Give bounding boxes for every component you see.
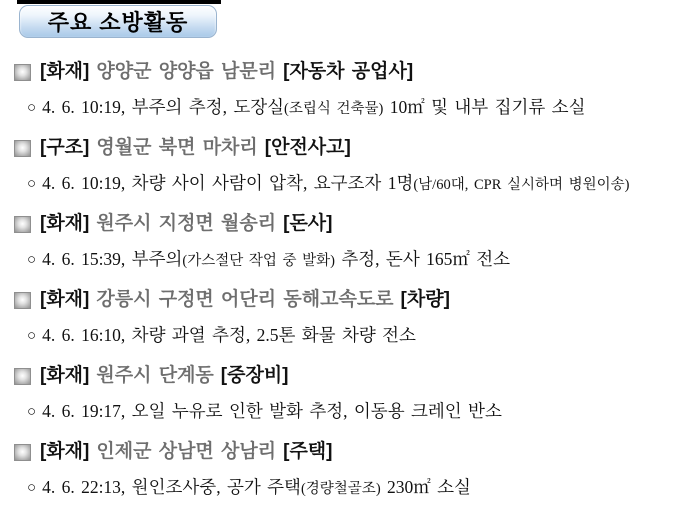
incident-heading bbox=[14, 438, 683, 466]
incident-entry bbox=[14, 134, 683, 198]
incident-entry bbox=[14, 58, 683, 122]
incident-heading bbox=[14, 58, 683, 86]
incident-heading bbox=[14, 286, 683, 314]
incident-heading bbox=[14, 210, 683, 238]
incident-entry bbox=[14, 438, 683, 502]
circle-bullet-icon: ○ bbox=[27, 327, 37, 344]
circle-bullet-icon: ○ bbox=[27, 99, 37, 116]
incident-category: [차량] bbox=[400, 289, 450, 310]
title-box bbox=[19, 5, 217, 38]
incident-category: [안전사고] bbox=[264, 137, 351, 158]
circle-bullet-icon: ○ bbox=[27, 175, 37, 192]
incident-location: 양양군 양양읍 남문리 bbox=[96, 61, 277, 82]
detail-text: 4. 6. 22:13, 원인조사중, 공가 주택 bbox=[42, 477, 301, 497]
square-bullet-icon bbox=[14, 216, 31, 233]
square-bullet-icon bbox=[14, 444, 31, 461]
incident-detail bbox=[14, 246, 683, 274]
circle-bullet-icon: ○ bbox=[27, 479, 37, 496]
incident-type-tag: [화재] bbox=[40, 289, 90, 310]
detail-text: 추정, 돈사 165㎡ 전소 bbox=[335, 249, 511, 269]
incident-type-tag: [화재] bbox=[40, 441, 90, 462]
incident-detail bbox=[14, 94, 683, 122]
detail-text: 10㎡ 및 내부 집기류 소실 bbox=[383, 97, 586, 117]
detail-text: 4. 6. 10:19, 차량 사이 사람이 압착, 요구조자 1명 bbox=[42, 173, 414, 193]
incident-type-tag: [화재] bbox=[40, 365, 90, 386]
incident-type-tag: [화재] bbox=[40, 61, 90, 82]
detail-text: 4. 6. 10:19, 부주의 추정, 도장실 bbox=[42, 97, 285, 117]
incident-detail bbox=[14, 474, 683, 502]
detail-text-small: (남/60대, CPR 실시하며 병원이송) bbox=[413, 177, 630, 193]
incident-entry bbox=[14, 362, 683, 426]
square-bullet-icon bbox=[14, 368, 31, 385]
circle-bullet-icon: ○ bbox=[27, 403, 37, 420]
detail-text: 230㎡ 소실 bbox=[380, 477, 471, 497]
incident-detail bbox=[14, 170, 683, 198]
report-title-area bbox=[17, 0, 683, 38]
detail-text-small: (가스절단 작업 중 발화) bbox=[182, 253, 335, 269]
detail-text: 4. 6. 15:39, 부주의 bbox=[42, 249, 183, 269]
square-bullet-icon bbox=[14, 64, 31, 81]
incident-type-tag: [구조] bbox=[40, 137, 90, 158]
title-top-bar bbox=[17, 0, 221, 4]
circle-bullet-icon: ○ bbox=[27, 251, 37, 268]
detail-text: 4. 6. 16:10, 차량 과열 추정, 2.5톤 화물 차량 전소 bbox=[42, 325, 416, 345]
incident-category: [자동차 공업사] bbox=[283, 61, 414, 82]
incident-location: 강릉시 구정면 어단리 동해고속도로 bbox=[96, 289, 394, 310]
square-bullet-icon bbox=[14, 292, 31, 309]
square-bullet-icon bbox=[14, 140, 31, 157]
detail-text-small: (경량철골조) bbox=[300, 481, 381, 497]
incident-location: 영월군 북면 마차리 bbox=[96, 137, 258, 158]
incident-location: 원주시 지정면 월송리 bbox=[96, 213, 277, 234]
incident-type-tag: [화재] bbox=[40, 213, 90, 234]
incident-heading bbox=[14, 134, 683, 162]
detail-text-small: (조립식 건축물) bbox=[284, 101, 384, 117]
incident-category: [주택] bbox=[283, 441, 333, 462]
incident-heading bbox=[14, 362, 683, 390]
incident-detail bbox=[14, 322, 683, 350]
incident-entry bbox=[14, 210, 683, 274]
detail-text: 4. 6. 19:17, 오일 누유로 인한 발화 추정, 이동용 크레인 반소 bbox=[42, 401, 502, 421]
incident-location: 인제군 상남면 상남리 bbox=[96, 441, 277, 462]
incident-location: 원주시 단계동 bbox=[96, 365, 214, 386]
incident-detail bbox=[14, 398, 683, 426]
incident-category: [중장비] bbox=[220, 365, 289, 386]
page-title: 주요 소방활동 bbox=[47, 10, 189, 35]
incident-category: [돈사] bbox=[283, 213, 333, 234]
incident-entry bbox=[14, 286, 683, 350]
